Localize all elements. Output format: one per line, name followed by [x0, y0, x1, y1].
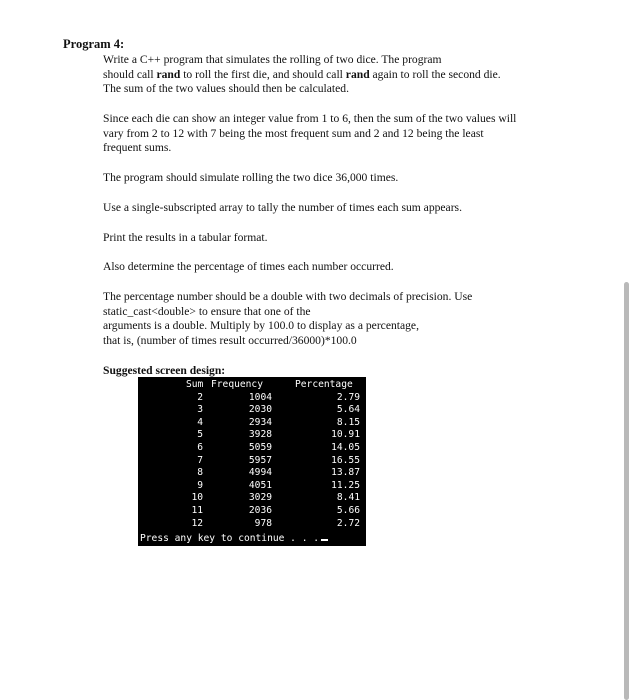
intro-line-2: should call rand to roll the first die, and should call rand again to roll the second die.: [103, 67, 501, 81]
percentage-value: 5.66: [336, 504, 360, 516]
sum-value: 8: [197, 467, 203, 479]
frequency-value: 5059: [248, 441, 272, 453]
sum-value: 10: [191, 492, 203, 504]
percentage-value: 10.91: [331, 429, 360, 441]
frequency-value: 2934: [248, 416, 272, 428]
sum-value: 7: [197, 454, 203, 466]
percentage-value: 14.05: [331, 441, 360, 453]
screen-design-title: Suggested screen design:: [103, 364, 226, 377]
frequency-value: 3928: [248, 429, 272, 441]
double-line-2: static_cast<double> to ensure that one of the: [103, 304, 311, 318]
frequency-value: 5957: [248, 454, 272, 466]
sum-value: 5: [197, 429, 203, 441]
sum-value: 11: [191, 504, 203, 516]
console-screenshot: [138, 377, 366, 546]
intro-line-1: Write a C++ program that simulates the rolling of two dice. The program: [103, 53, 442, 66]
frequency-value: 3029: [248, 492, 272, 504]
frequency-value: 978: [254, 517, 272, 529]
double-line-4: that is, (number of times result occurred/36000)*100.0: [103, 333, 357, 347]
frequency-value: 2036: [248, 504, 272, 516]
range-line-1: Since each die can show an integer value from 1 to 6, then the sum of the two values will: [103, 112, 517, 125]
table-row: [138, 429, 366, 441]
simulate-paragraph: The program should simulate rolling the two dice 36,000 times.: [103, 171, 399, 184]
range-line-2: vary from 2 to 12 with 7 being the most frequent sum and 2 and 12 being the least: [103, 126, 484, 140]
console-header-row: [138, 379, 366, 391]
table-row: [138, 455, 366, 467]
frequency-value: 4051: [248, 479, 272, 491]
range-paragraph: [103, 112, 573, 156]
sum-value: 12: [191, 517, 203, 529]
cursor-icon: [321, 539, 328, 541]
percentage-value: 8.15: [336, 416, 360, 428]
intro-paragraph: [103, 53, 573, 97]
header-percentage: Percentage: [295, 379, 353, 390]
table-row: [138, 442, 366, 454]
percentage-value: 2.79: [336, 391, 360, 403]
table-row: [138, 392, 366, 404]
table-row: [138, 492, 366, 504]
sum-value: 9: [197, 479, 203, 491]
scrollbar[interactable]: [624, 282, 629, 700]
double-paragraph: [103, 290, 573, 348]
sum-value: 2: [197, 391, 203, 403]
frequency-value: 2030: [248, 404, 272, 416]
continue-prompt: Press any key to continue . . .: [140, 533, 328, 544]
percentage-value: 2.72: [336, 517, 360, 529]
header-frequency: Frequency: [211, 379, 263, 390]
sum-value: 3: [197, 404, 203, 416]
array-paragraph: Use a single-subscripted array to tally the number of times each sum appears.: [103, 201, 462, 214]
sum-value: 4: [197, 416, 203, 428]
table-row: [138, 480, 366, 492]
table-row: [138, 467, 366, 479]
double-line-3: arguments is a double. Multiply by 100.0 to display as a percentage,: [103, 319, 419, 333]
double-line-1: The percentage number should be a double with two decimals of precision. Use: [103, 290, 473, 303]
sum-value: 6: [197, 441, 203, 453]
range-line-3: frequent sums.: [103, 141, 172, 155]
table-row: [138, 417, 366, 429]
frequency-value: 1004: [248, 391, 272, 403]
table-row: [138, 404, 366, 416]
percentage-value: 11.25: [331, 479, 360, 491]
rand-keyword: rand: [345, 67, 370, 81]
percentage-value: 5.64: [336, 404, 360, 416]
percentage-value: 13.87: [331, 467, 360, 479]
program-title: Program 4:: [63, 37, 125, 51]
print-paragraph: Print the results in a tabular format.: [103, 231, 268, 244]
frequency-value: 4994: [248, 467, 272, 479]
percentage-value: 16.55: [331, 454, 360, 466]
percentage-value: 8.41: [336, 492, 360, 504]
header-sum: Sum: [186, 379, 204, 390]
rand-keyword: rand: [156, 67, 181, 81]
table-row: [138, 518, 366, 530]
intro-line-3: The sum of the two values should then be calculated.: [103, 82, 349, 96]
percent-paragraph: Also determine the percentage of times each number occurred.: [103, 260, 394, 273]
table-row: [138, 505, 366, 517]
